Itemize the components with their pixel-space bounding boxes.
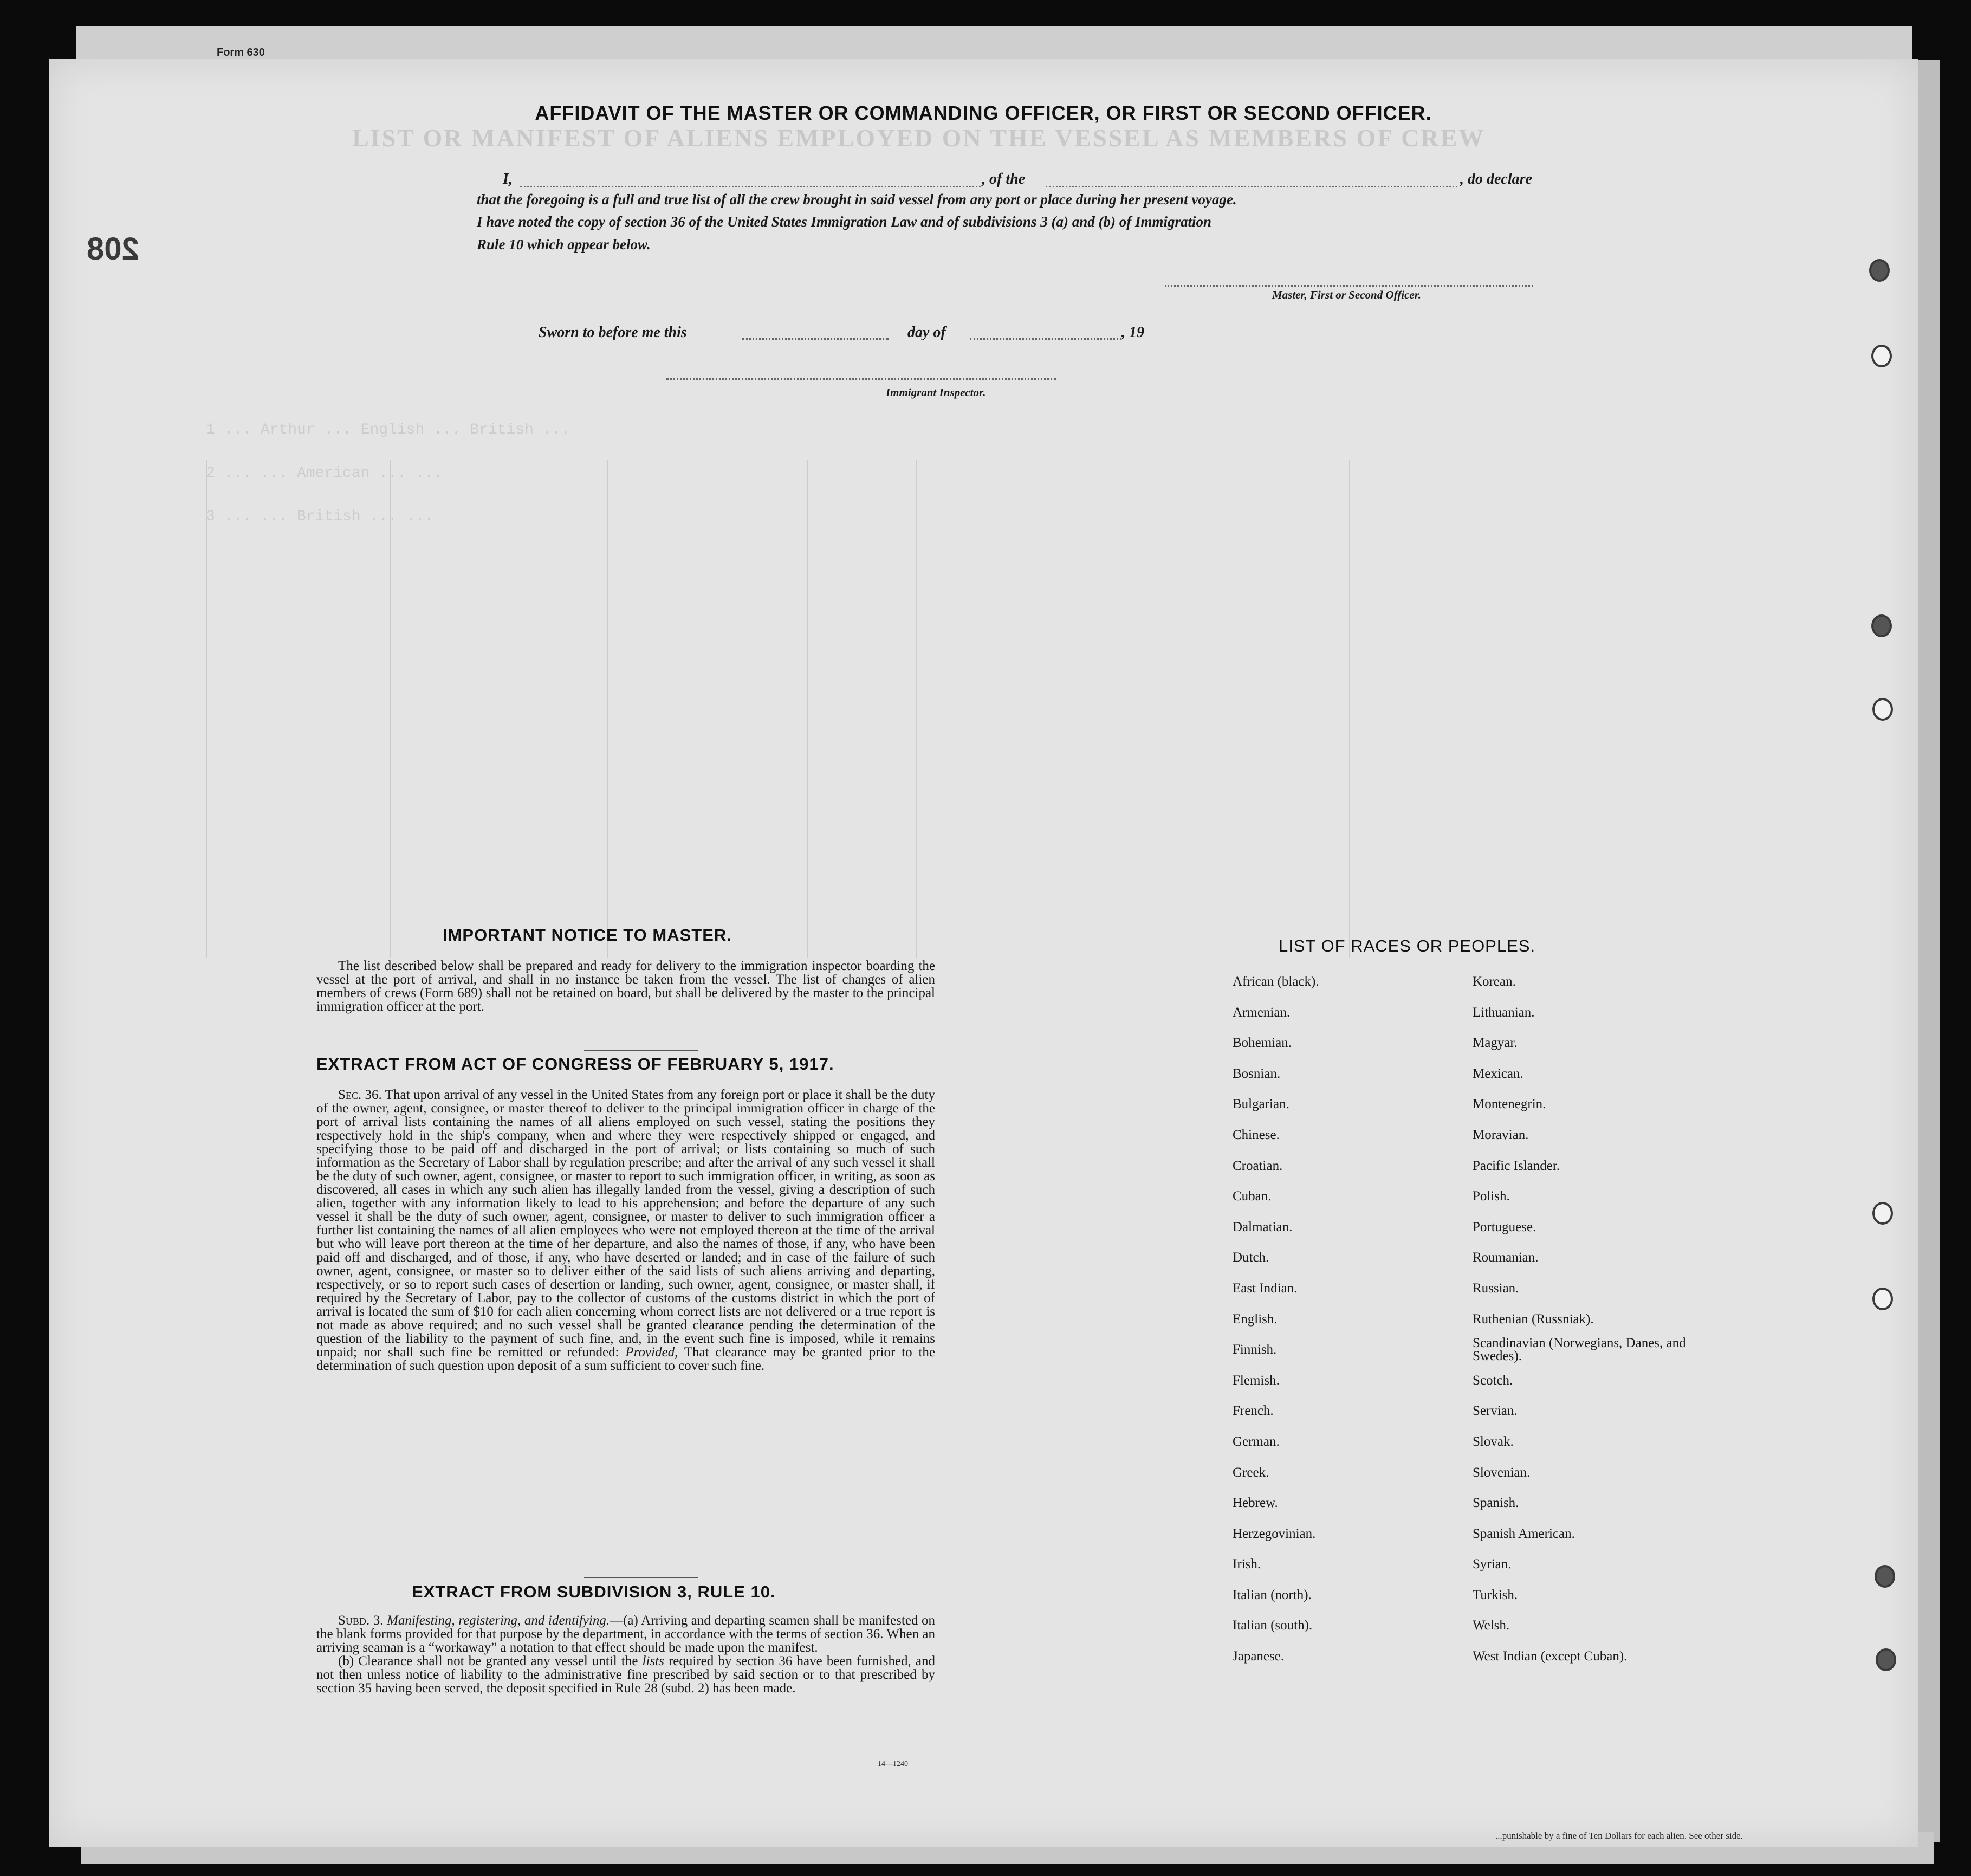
- race-item: Lithuanian.: [1473, 1005, 1535, 1020]
- margin-number: 208: [87, 231, 139, 267]
- race-item: East Indian.: [1233, 1280, 1298, 1296]
- race-item: Magyar.: [1473, 1036, 1518, 1051]
- bleed-through-column: [390, 460, 391, 958]
- master-name-blank: [520, 186, 981, 187]
- race-item: Flemish.: [1233, 1373, 1280, 1388]
- binder-hole: [1876, 1648, 1896, 1671]
- bleed-through-row: 2 ... ... American ... ...: [206, 465, 443, 482]
- race-item: Cuban.: [1233, 1189, 1272, 1204]
- subd-a-text: Arriving and departing seamen shall be manifested on the blank forms provided for that purpose by the department, in accordance with the terms of section 36. When an arriving seaman is a “workaway” a notation to that effect should be made upon the manifest.: [316, 1613, 936, 1655]
- bleed-through-column: [607, 460, 608, 958]
- race-item: Bosnian.: [1233, 1066, 1281, 1081]
- sworn-day-of: day of: [907, 324, 946, 341]
- print-code: 14—1240: [878, 1760, 908, 1768]
- bleed-through-column: [807, 460, 808, 958]
- race-item: Servian.: [1473, 1403, 1518, 1419]
- inspector-signature-blank: [666, 378, 1056, 380]
- race-item: Slovenian.: [1473, 1465, 1531, 1480]
- bleed-through-row: 3 ... ... British ... ...: [206, 508, 434, 525]
- race-item: German.: [1233, 1434, 1280, 1449]
- section-36-text: That upon arrival of any vessel in the United States from any foreign port or place it shall be the duty of the owner, agent, consignee, or master thereof to deliver to the principal immigration officer in charge of the port of arrival lists containing the names of all aliens employed on such vessel, stating the positions they respectively hold in the ship's company, when and where they were respectively shipped or engaged, and specifying those to be paid off and discharged in the port of arrival; or lists containing so much of such information as the Secretary of Labor shall by regulation prescribe; and after the arrival of any such vessel it shall be the duty of such owner, agent, consignee, or master to report to such immigration officer, in writing, as soon as discovered, all cases in which any such alien has illegally landed from the vessel, giving a description of such alien, together with any information likely to lead to his apprehension; and before the departure of any such vessel it shall be the duty of such owner, agent, consignee, or master to deliver to such immigration officer a further list containing the names of all alien employees who were not employed thereon at the time of the arrival but who will leave port thereon at the time of her departure, and also the names of those, if any, who have been paid off and discharged, and of those, if any, who have deserted or landed; and in case of the failure of such owner, agent, consignee, or master so to deliver either of the said lists of such aliens arriving and departing, respectively, or so to report such cases of desertion or landing, such owner, agent, consignee, or master shall, if required by the Secretary of Labor, pay to the collector of customs of the customs district in which the port of arrival is located the sum of $10 for each alien concerning whom correct lists are not delivered or a true report is not made as above required; and no such vessel shall be granted clearance pending the determination of the question of the liability to the payment of such fine, and, in the event such fine is imposed, while it remains unpaid; nor shall such fine be remitted or refunded:: [316, 1088, 935, 1360]
- inspector-caption: Immigrant Inspector.: [886, 386, 986, 399]
- race-item: Italian (south).: [1233, 1618, 1313, 1633]
- race-item: Herzegovinian.: [1233, 1526, 1316, 1541]
- sworn-text: Sworn to before me this: [539, 324, 687, 341]
- subd-a-label: —(a): [610, 1613, 638, 1628]
- race-item: Bulgarian.: [1233, 1097, 1289, 1112]
- race-item: Greek.: [1233, 1465, 1269, 1480]
- section-divider: [584, 1577, 698, 1578]
- bleed-through-row: 1 ... Arthur ... English ... British ...: [206, 422, 570, 438]
- race-item: Dalmatian.: [1233, 1219, 1293, 1234]
- race-item: Roumanian.: [1473, 1250, 1539, 1265]
- subd-b-lists: lists: [642, 1654, 664, 1668]
- sworn-month-blank: [970, 338, 1121, 340]
- races-left-column: [1233, 967, 1319, 1672]
- form-number: Form 630: [217, 47, 265, 59]
- vessel-name-blank: [1046, 186, 1457, 187]
- race-item: Croatian.: [1233, 1158, 1283, 1173]
- race-item: Welsh.: [1473, 1618, 1510, 1633]
- section-divider: [584, 1050, 698, 1051]
- races-title: LIST OF RACES OR PEOPLES.: [1279, 936, 1536, 955]
- race-item: Spanish.: [1473, 1496, 1519, 1511]
- race-item: English.: [1233, 1311, 1278, 1327]
- race-item: Polish.: [1473, 1189, 1510, 1204]
- race-item: Russian.: [1473, 1280, 1519, 1296]
- extract-act-text: [316, 1088, 935, 1373]
- affidavit-line3: I have noted the copy of section 36 of the United States Immigration Law and of subdivisions 3 (a) and (b) of Immigration: [477, 214, 1212, 230]
- subd-b-text: Clearance shall not be granted any vessel until the: [358, 1654, 638, 1668]
- race-item: Slovak.: [1473, 1434, 1514, 1449]
- document-page: [49, 59, 1918, 1847]
- affidavit-line4: Rule 10 which appear below.: [477, 236, 651, 253]
- extract-rule-text: [316, 1614, 935, 1695]
- bleed-through-column: [916, 460, 917, 958]
- section-36-paragraph: [316, 1088, 935, 1373]
- race-item: Ruthenian (Russniak).: [1473, 1311, 1594, 1327]
- race-item: Chinese.: [1233, 1127, 1280, 1142]
- race-item: Armenian.: [1233, 1005, 1291, 1020]
- extract-rule-title: EXTRACT FROM SUBDIVISION 3, RULE 10.: [412, 1582, 776, 1601]
- bleed-through-heading: LIST OR MANIFEST OF ALIENS EMPLOYED ON THE VESSEL AS MEMBERS OF CREW: [352, 124, 1486, 152]
- race-item: Spanish American.: [1473, 1526, 1575, 1541]
- subd-b-label: (b): [338, 1654, 354, 1668]
- race-item: African (black).: [1233, 974, 1319, 989]
- affidavit-title: AFFIDAVIT OF THE MASTER OR COMMANDING OFFICER, OR FIRST OR SECOND OFFICER.: [535, 102, 1432, 124]
- binder-hole: [1872, 1288, 1893, 1310]
- race-item: Mexican.: [1473, 1066, 1523, 1081]
- race-item: Scandinavian (Norwegians, Danes, and Swedes).: [1473, 1336, 1686, 1364]
- binder-hole: [1869, 259, 1890, 282]
- bleed-through-column: [1349, 460, 1350, 958]
- section-36-text-end: That clearance may be granted prior to the determination of such question upon deposit of a sum sufficient to cover such fine.: [316, 1345, 936, 1373]
- race-item: Korean.: [1473, 974, 1516, 989]
- bleed-through-column: [206, 460, 207, 958]
- race-item: Pacific Islander.: [1473, 1158, 1560, 1173]
- proviso-word: Provided,: [625, 1345, 678, 1360]
- notice-paragraph: The list described below shall be prepared and ready for delivery to the immigration inspector boarding the vessel at the port of arrival, and shall in no instance be taken from the vessel. The list of changes of alien members of crews (Form 689) shall not be retained on board, but shall be delivered by the master to the principal immigration officer at the port.: [316, 959, 935, 1014]
- subd-b-text-end: required by section 36 have been furnished, and not then unless notice of liability to the administrative fine prescribed by said section or to that prescribed by section 35 having been served, the deposit specified in Rule 28 (subd. 2) has been made.: [316, 1654, 936, 1696]
- race-item: Scotch.: [1473, 1373, 1513, 1388]
- binder-hole: [1871, 345, 1892, 367]
- race-item: Italian (north).: [1233, 1587, 1312, 1602]
- race-item: Bohemian.: [1233, 1036, 1292, 1051]
- race-item: Montenegrin.: [1473, 1097, 1546, 1112]
- affidavit-line1-end: , do declare: [1460, 171, 1532, 187]
- subd-heading: Manifesting, registering, and identifying.: [387, 1613, 610, 1628]
- section-label: Sec. 36.: [338, 1088, 382, 1102]
- race-item: Japanese.: [1233, 1649, 1285, 1664]
- race-item: Dutch.: [1233, 1250, 1269, 1265]
- affidavit-line1-start: I,: [503, 171, 513, 187]
- affidavit-line1-mid: , of the: [982, 171, 1026, 187]
- sworn-year: , 19: [1121, 324, 1144, 341]
- race-item: Irish.: [1233, 1557, 1261, 1572]
- extract-act-title: EXTRACT FROM ACT OF CONGRESS OF FEBRUARY 5, 1917.: [316, 1055, 834, 1073]
- race-item: Hebrew.: [1233, 1496, 1278, 1511]
- sworn-day-blank: [742, 338, 889, 340]
- subdivision-b-paragraph: [316, 1654, 935, 1695]
- race-item: Turkish.: [1473, 1587, 1518, 1602]
- races-right-column: [1473, 967, 1700, 1672]
- notice-text: [316, 959, 935, 1013]
- binder-hole: [1872, 698, 1893, 721]
- race-item: West Indian (except Cuban).: [1473, 1649, 1628, 1664]
- binder-hole: [1875, 1565, 1895, 1588]
- underlying-page-top: [76, 26, 1912, 59]
- binder-hole: [1872, 1202, 1893, 1225]
- race-item: Moravian.: [1473, 1127, 1529, 1142]
- master-signature-caption: Master, First or Second Officer.: [1272, 288, 1421, 301]
- race-item: Finnish.: [1233, 1342, 1277, 1357]
- affidavit-line2: that the foregoing is a full and true list of all the crew brought in said vessel from any port or place during her present voyage.: [477, 191, 1237, 208]
- master-signature-blank: [1165, 285, 1533, 287]
- race-item: Syrian.: [1473, 1557, 1512, 1572]
- race-item: Portuguese.: [1473, 1219, 1536, 1234]
- subd-label: Subd. 3.: [338, 1613, 384, 1628]
- binder-hole: [1871, 614, 1892, 637]
- subdivision-a-paragraph: [316, 1614, 935, 1654]
- bottom-note: ...punishable by a fine of Ten Dollars for each alien. See other side.: [1495, 1830, 1743, 1841]
- race-item: French.: [1233, 1403, 1274, 1419]
- notice-title: IMPORTANT NOTICE TO MASTER.: [443, 926, 732, 945]
